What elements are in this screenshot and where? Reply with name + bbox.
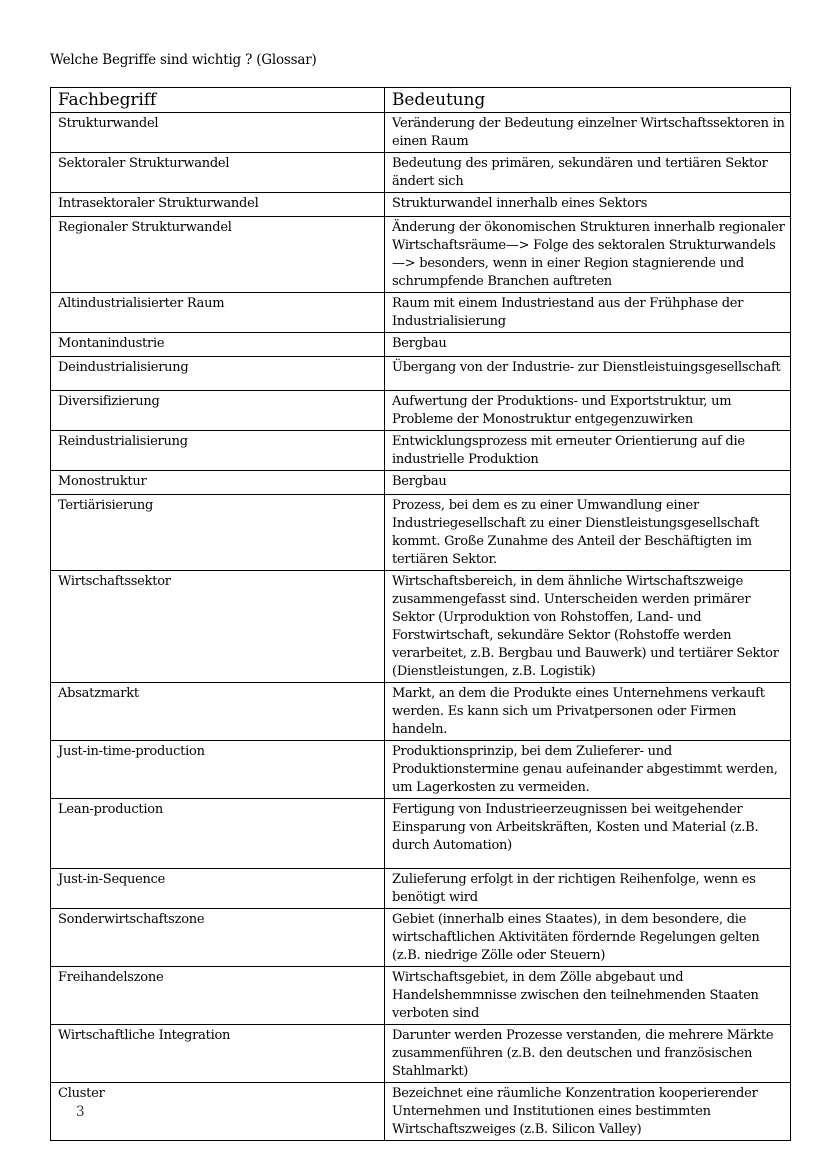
glossary-meaning: Aufwertung der Produktions- und Exportstruktur, um Probleme der Monostruktur entgegenzuwirken [385,391,791,431]
table-row [51,1083,791,1141]
glossary-meaning: Darunter werden Prozesse verstanden, die mehrere Märkte zusammenführen (z.B. den deutschen und französischen Stahlmarkt) [385,1025,791,1083]
table-row [51,431,791,471]
table-row [51,471,791,495]
column-header-term: Fachbegriff [51,88,385,113]
glossary-term: Just-in-Sequence [51,869,385,909]
glossary-meaning: Gebiet (innerhalb eines Staates), in dem besondere, die wirtschaftlichen Aktivitäten fördernde Regelungen gelten (z.B. niedrige Zölle oder Steuern) [385,909,791,967]
glossary-term: Sektoraler Strukturwandel [51,153,385,193]
glossary-meaning: Übergang von der Industrie- zur Dienstleistuingsgesellschaft [385,357,791,391]
table-row [51,799,791,869]
glossary-meaning: Markt, an dem die Produkte eines Unternehmens verkauft werden. Es kann sich um Privatpersonen oder Firmen handeln. [385,683,791,741]
glossary-term: Cluster [51,1083,385,1141]
table-row [51,495,791,571]
table-row [51,333,791,357]
table-row [51,113,791,153]
glossary-term: Sonderwirtschaftszone [51,909,385,967]
table-row [51,869,791,909]
table-row [51,193,791,217]
glossary-term: Tertiärisierung [51,495,385,571]
glossary-meaning: Strukturwandel innerhalb eines Sektors [385,193,791,217]
glossary-term: Just-in-time-production [51,741,385,799]
table-row [51,967,791,1025]
column-header-meaning: Bedeutung [385,88,791,113]
glossary-meaning: Raum mit einem Industriestand aus der Frühphase der Industrialisierung [385,293,791,333]
glossary-meaning: Produktionsprinzip, bei dem Zulieferer- und Produktionstermine genau aufeinander abgestimmt werden, um Lagerkosten zu vermeiden. [385,741,791,799]
page-heading: Welche Begriffe sind wichtig ? (Glossar) [50,52,317,68]
glossary-meaning: Wirtschaftsbereich, in dem ähnliche Wirtschaftszweige zusammengefasst sind. Unterscheiden werden primärer Sektor (Urproduktion von Rohstoffen, Land- und Forstwirtschaft, sekundäre Sektor (Rohstoffe werden verarbeitet, z.B. Bergbau und Bauwerk) und tertiärer Sektor (Dienstleistungen, z.B. Logistik) [385,571,791,683]
glossary-term: Diversifizierung [51,391,385,431]
table-row [51,571,791,683]
glossary-meaning: Zulieferung erfolgt in der richtigen Reihenfolge, wenn es benötigt wird [385,869,791,909]
glossary-term: Altindustrialisierter Raum [51,293,385,333]
glossary-term: Strukturwandel [51,113,385,153]
glossary-meaning: Entwicklungsprozess mit erneuter Orientierung auf die industrielle Produktion [385,431,791,471]
glossary-term: Reindustrialisierung [51,431,385,471]
glossary-meaning: Bergbau [385,333,791,357]
glossary-term: Freihandelszone [51,967,385,1025]
page-number: 3 [76,1104,85,1120]
glossary-term: Wirtschaftssektor [51,571,385,683]
table-row [51,909,791,967]
glossary-table [50,87,791,1141]
glossary-term: Montanindustrie [51,333,385,357]
glossary-meaning: Fertigung von Industrieerzeugnissen bei weitgehender Einsparung von Arbeitskräften, Kosten und Material (z.B. durch Automation) [385,799,791,869]
glossary-term: Regionaler Strukturwandel [51,217,385,293]
glossary-term: Deindustrialisierung [51,357,385,391]
table-row [51,741,791,799]
table-row [51,293,791,333]
glossary-meaning: Veränderung der Bedeutung einzelner Wirtschaftssektoren in einen Raum [385,113,791,153]
glossary-term: Absatzmarkt [51,683,385,741]
glossary-meaning: Bezeichnet eine räumliche Konzentration kooperierender Unternehmen und Institutionen eines bestimmten Wirtschaftszweiges (z.B. Silicon Valley) [385,1083,791,1141]
glossary-term: Monostruktur [51,471,385,495]
glossary-term: Intrasektoraler Strukturwandel [51,193,385,217]
table-row [51,153,791,193]
table-row [51,217,791,293]
glossary-meaning: Änderung der ökonomischen Strukturen innerhalb regionaler Wirtschaftsräume—> Folge des sektoralen Strukturwandels —> besonders, wenn in einer Region stagnierende und schrumpfende Branchen auftreten [385,217,791,293]
glossary-term: Lean-production [51,799,385,869]
glossary-meaning: Wirtschaftsgebiet, in dem Zölle abgebaut und Handelshemmnisse zwischen den teilnehmenden Staaten verboten sind [385,967,791,1025]
table-header-row [51,88,791,113]
table-row [51,357,791,391]
table-row [51,391,791,431]
glossary-meaning: Bedeutung des primären, sekundären und tertiären Sektor ändert sich [385,153,791,193]
table-row [51,1025,791,1083]
glossary-term: Wirtschaftliche Integration [51,1025,385,1083]
glossary-meaning: Bergbau [385,471,791,495]
table-row [51,683,791,741]
glossary-meaning: Prozess, bei dem es zu einer Umwandlung einer Industriegesellschaft zu einer Dienstleistungsgesellschaft kommt. Große Zunahme des Anteil der Beschäftigten im tertiären Sektor. [385,495,791,571]
